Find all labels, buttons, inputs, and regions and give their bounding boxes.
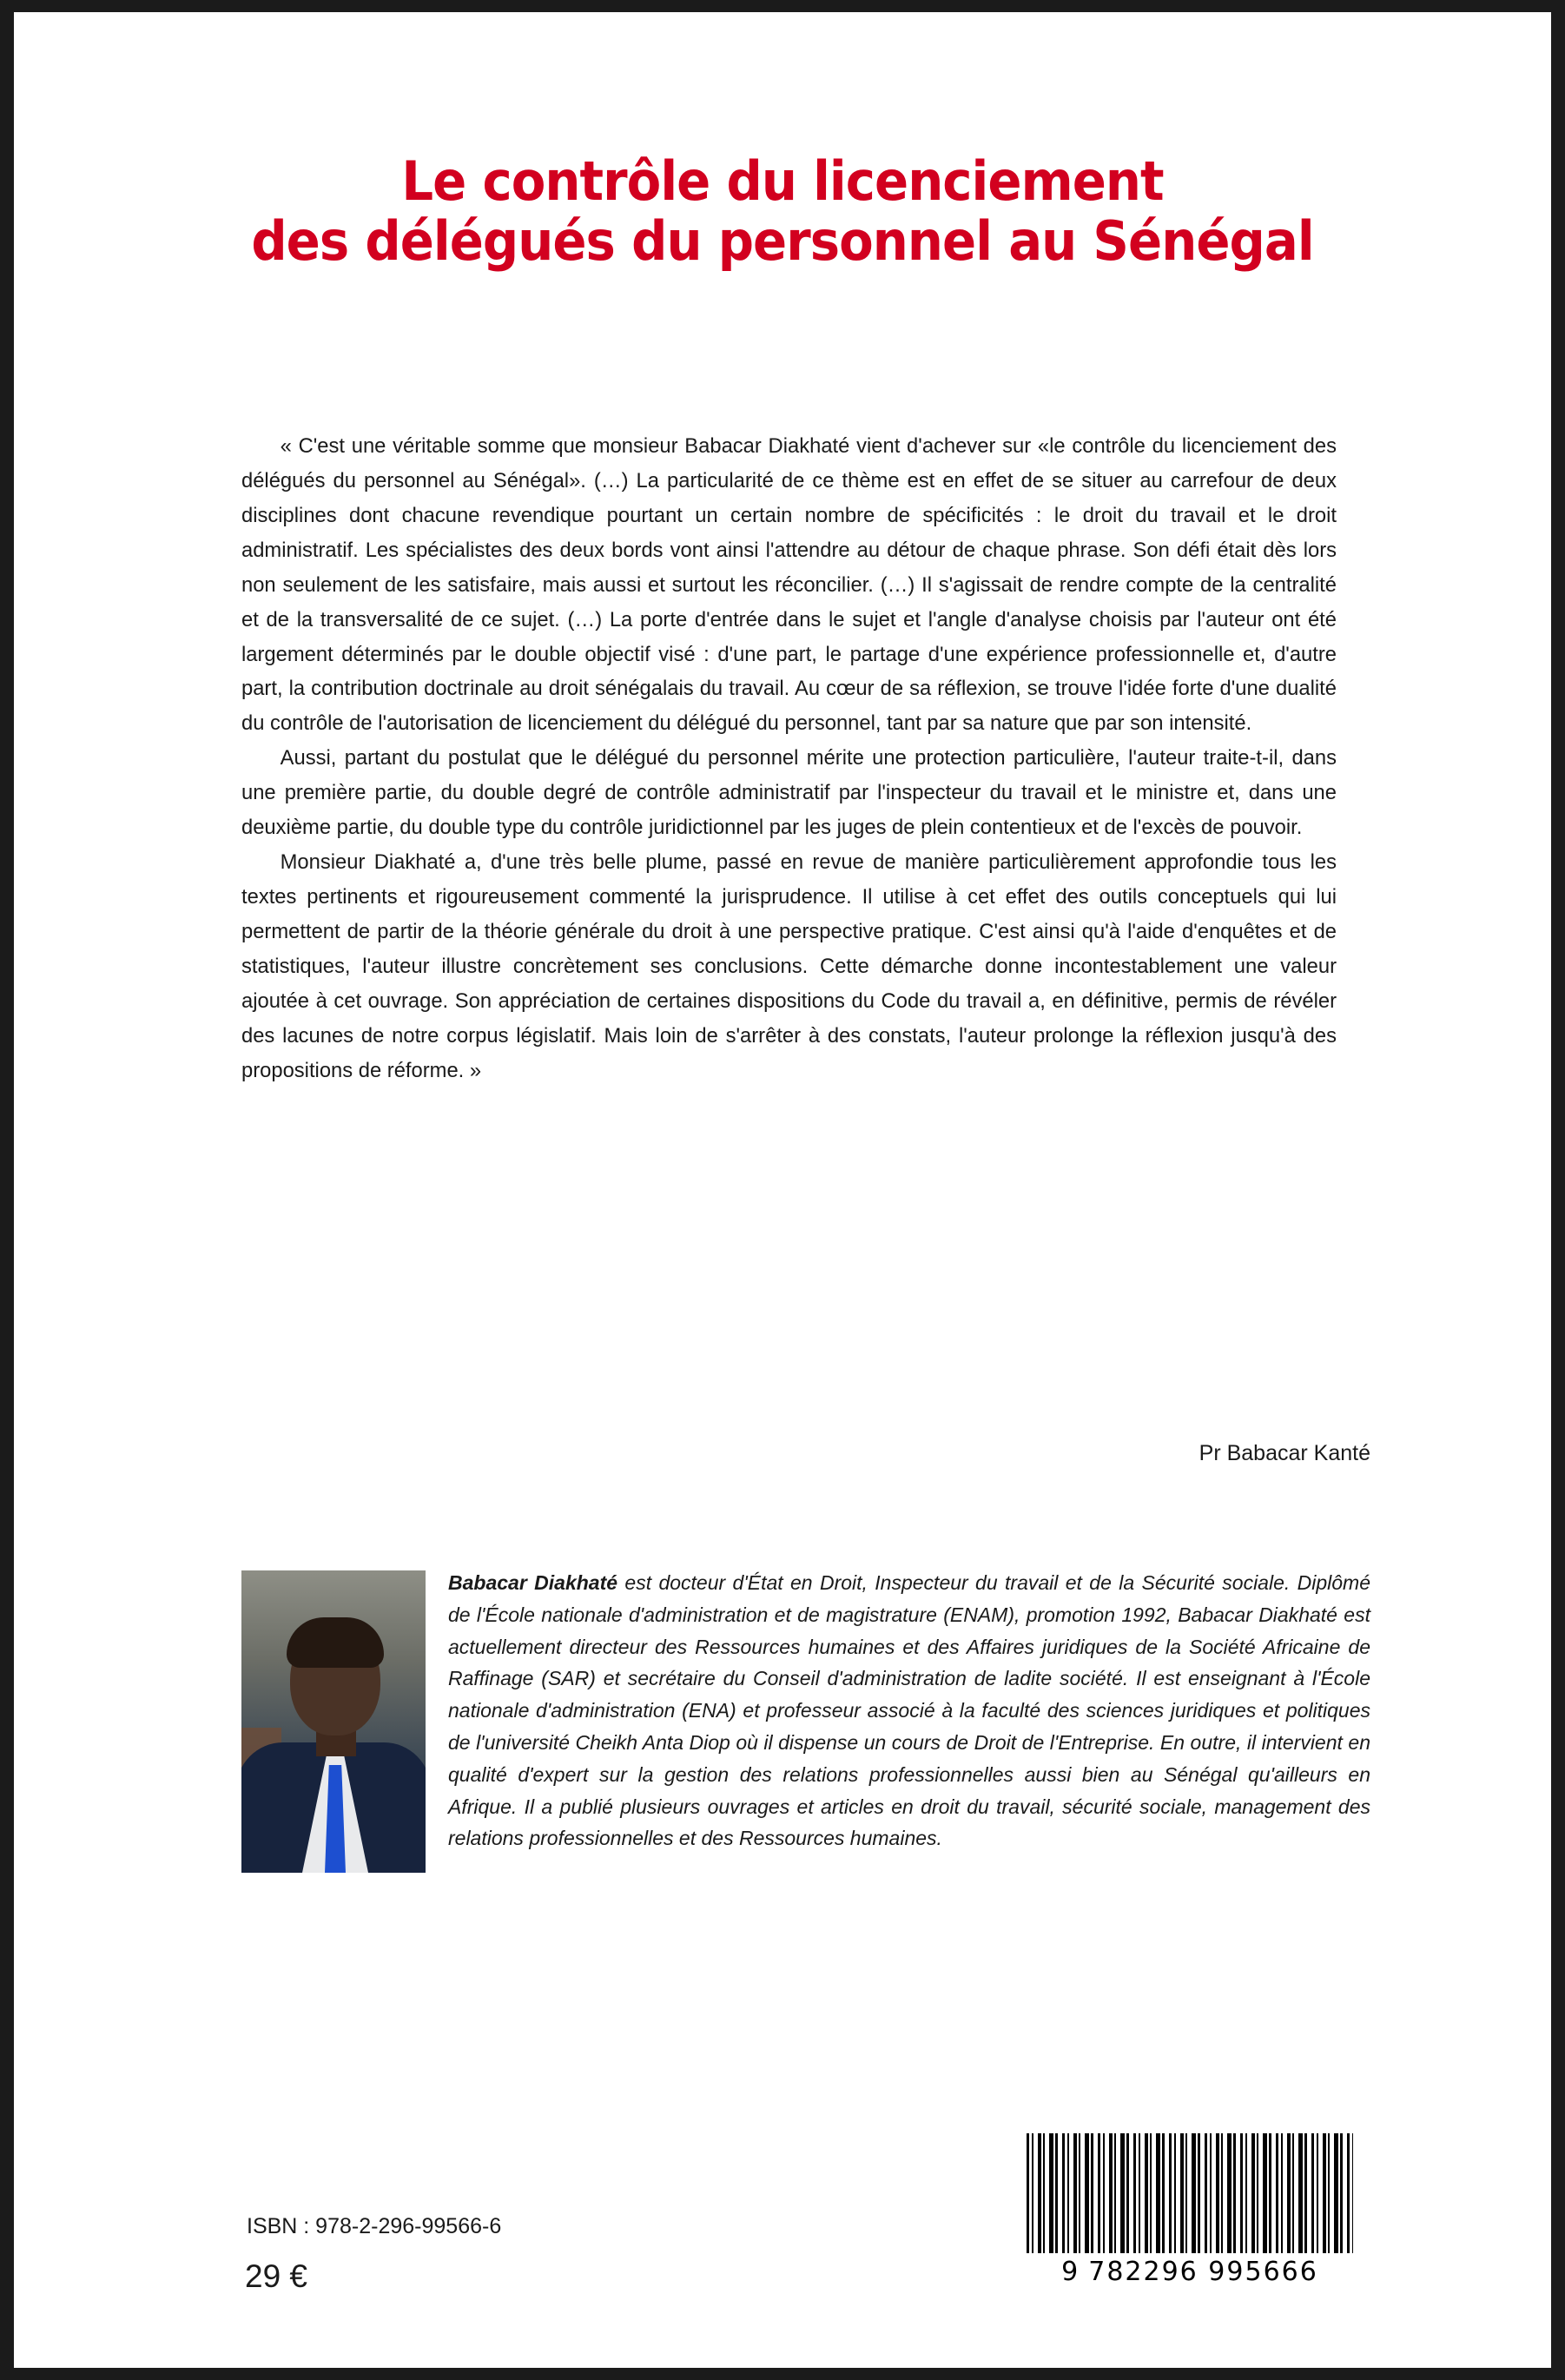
cover-sheet [14, 12, 1551, 2368]
blurb-quote [241, 429, 1337, 1088]
book-title-line-2: des délégués du personnel au Sénégal [251, 209, 1314, 274]
barcode-number [1027, 2257, 1353, 2287]
scan-border-left [0, 0, 14, 2380]
blurb-paragraph-1: « C'est une véritable somme que monsieur Babacar Diakhaté vient d'achever sur «le contrôle du licenciement des délégués du personnel au Sénégal». (…) La particularité de ce thème est en effet de se situer au carrefour de deux disciplines dont chacune revendique pourtant un certain nombre de spécificités : le droit du travail et le droit administratif. Les spécialistes des deux bords vont ainsi l'attendre au détour de chaque phrase. Son défi était dès lors non seulement de les satisfaire, mais aussi et surtout les réconcilier. (…) Il s'agissait de rendre compte de la centralité et de la transversalité de ce sujet. (…) La porte d'entrée dans le sujet et l'angle d'analyse choisis par l'auteur ont été largement déterminés par le double objectif visé : d'une part, le partage d'une expérience professionnelle et, d'autre part, la contribution doctrinale au droit sénégalais du travail. Au cœur de sa réflexion, se trouve l'idée forte d'une dualité du contrôle de l'autorisation de licenciement du délégué du personnel, tant par sa nature que par son intensité. [241, 434, 1337, 736]
scan-border-top [0, 0, 1565, 12]
author-name: Babacar Diakhaté [448, 1571, 618, 1594]
price-label: 29 € [245, 2258, 308, 2294]
author-bio-block [241, 1567, 1370, 1878]
book-title [68, 151, 1497, 272]
book-title-line-1: Le contrôle du licenciement [401, 149, 1164, 213]
author-portrait-image [241, 1570, 426, 1873]
barcode-number-first: 9 [1061, 2257, 1080, 2287]
blurb-paragraph-2: Aussi, partant du postulat que le délégué du personnel mérite une protection particulière, l'auteur traite-t-il, dans une première partie, du double degré de contrôle administratif par l'inspecteur du travail et le ministre et, dans une deuxième partie, du double type du contrôle juridictionnel par les juges de plein contentieux et de l'excès de pouvoir. [241, 746, 1337, 840]
barcode [1016, 2125, 1364, 2302]
isbn-label: ISBN : 978-2-296-99566-6 [247, 2214, 502, 2238]
blurb-paragraph-3: Monsieur Diakhaté a, d'une très belle plume, passé en revue de manière particulièrement approfondie tous les textes pertinents et rigoureusement commenté la jurisprudence. Il utilise à cet effet des outils conceptuels qui lui permettent de partir de la théorie générale du droit à une perspective pratique. C'est ainsi qu'à l'aide d'enquêtes et de statistiques, l'auteur illustre concrètement ses conclusions. Cette démarche donne incontestablement une valeur ajoutée à cet ouvrage. Son appréciation de certaines dispositions du Code du travail a, en définitive, permis de révéler des lacunes de notre corpus législatif. Mais loin de s'arrêter à des constats, l'auteur prolonge la réflexion jusqu'à des propositions de réforme. » [241, 850, 1337, 1082]
author-bio-text: est docteur d'État en Droit, Inspecteur du travail et de la Sécurité sociale. Diplômé de l'École nationale d'administration et de magistrature (ENAM), promotion 1992, Babacar Diakhaté est actuellement directeur des Ressources humaines et des Affaires juridiques de la Société Africaine de Raffinage (SAR) et secrétaire du Conseil d'administration de ladite société. Il est enseignant à l'École nationale d'administration (ENA) et professeur associé à la faculté des sciences juridiques et politiques de l'université Cheikh Anta Diop où il dispense un cours de Droit de l'Entreprise. En outre, il intervient en qualité d'expert sur la gestion des relations professionnelles aussi bien au Sénégal qu'ailleurs en Afrique. Il a publié plusieurs ouvrages et articles en droit du travail, sécurité sociale, management des relations professionnelles et des Ressources humaines. [448, 1571, 1370, 1850]
barcode-bars [1027, 2133, 1353, 2253]
portrait-hair [287, 1617, 384, 1668]
scan-border-right [1551, 0, 1565, 2380]
barcode-number-rest: 782296 995666 [1088, 2257, 1318, 2287]
blurb-signature: Pr Babacar Kanté [1199, 1441, 1370, 1465]
scan-border-bottom [0, 2368, 1565, 2380]
